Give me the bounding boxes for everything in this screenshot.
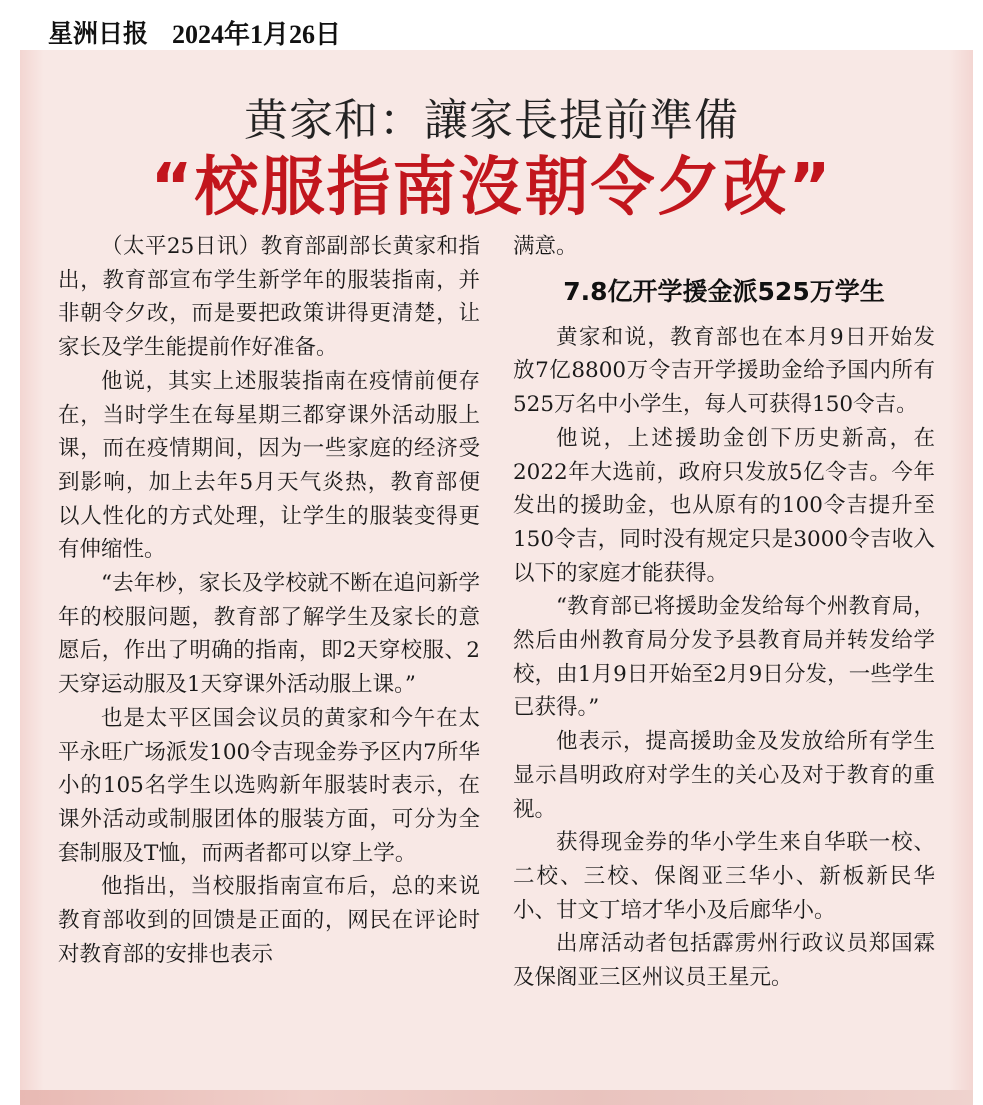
paragraph: 也是太平区国会议员的黄家和今午在太平永旺广场派发100令吉现金券予区内7所华小的105名学生以选购新年服装时表示，在课外活动或制服团体的服装方面，可分为全套制服及T恤，而两者都可以穿上学。 (58, 705, 480, 866)
paragraph-continuation: 满意。 (513, 234, 578, 259)
article-column-right (513, 230, 935, 995)
newspaper-name: 星洲日报 (48, 19, 149, 48)
headline-kicker: 黄家和：讓家長提前準備 (244, 95, 739, 146)
paragraph: 他说，上述援助金创下历史新高，在2022年大选前，政府只发放5亿令吉。今年发出的援助金，也从原有的100令吉提升至150令吉，同时没有规定只是3000令吉收入以下的家庭才能获得。 (513, 425, 935, 586)
paragraph: 获得现金券的华小学生来自华联一校、二校、三校、保阁亚三华小、新板新民华小、甘文丁培才华小及后廊华小。 (513, 830, 935, 923)
paragraph: （太平25日讯）教育部副部长黄家和指出，教育部宣布学生新学年的服装指南，并非朝令夕改，而是要把政策讲得更清楚，让家长及学生能提前作好准备。 (58, 234, 480, 361)
article-column-left (58, 230, 480, 971)
paragraph: “去年杪，家长及学校就不断在追问新学年的校服问题，教育部了解学生及家长的意愿后，作出了明确的指南，即2天穿校服、2天穿运动服及1天穿课外活动服上课。” (58, 571, 480, 698)
paragraph: 他说，其实上述服装指南在疫情前便存在，当时学生在每星期三都穿课外活动服上课，而在疫情期间，因为一些家庭的经济受到影响，加上去年5月天气炎热，教育部便以人性化的方式处理，让学生的服装变得更有伸缩性。 (58, 368, 480, 563)
paragraph: 黄家和说，教育部也在本月9日开始发放7亿8800万令吉开学援助金给予国内所有525万名中小学生，每人可获得150令吉。 (513, 324, 935, 418)
clipping-bottom-edge (20, 1090, 973, 1105)
publication-date: 2024年1月26日 (172, 19, 342, 49)
paragraph: “教育部已将援助金发给每个州教育局，然后由州教育局分发予县教育局并转发给学校，由1月9日开始至2月9日分发，一些学生已获得。” (513, 594, 935, 721)
paragraph: 他表示，提高援助金及发放给所有学生显示昌明政府对学生的关心及对于教育的重视。 (513, 729, 935, 822)
paragraph: 他指出，当校服指南宣布后，总的来说教育部收到的回馈是正面的，网民在评论时对教育部的安排也表示 (58, 874, 480, 967)
subheading: 7.8亿开学援金派525万学生 (563, 276, 885, 306)
paragraph: 出席活动者包括霹雳州行政议员郑国霖及保阁亚三区州议员王星元。 (513, 931, 935, 991)
masthead (48, 14, 341, 50)
headline-main: “校服指南沒朝令夕改” (150, 151, 833, 225)
